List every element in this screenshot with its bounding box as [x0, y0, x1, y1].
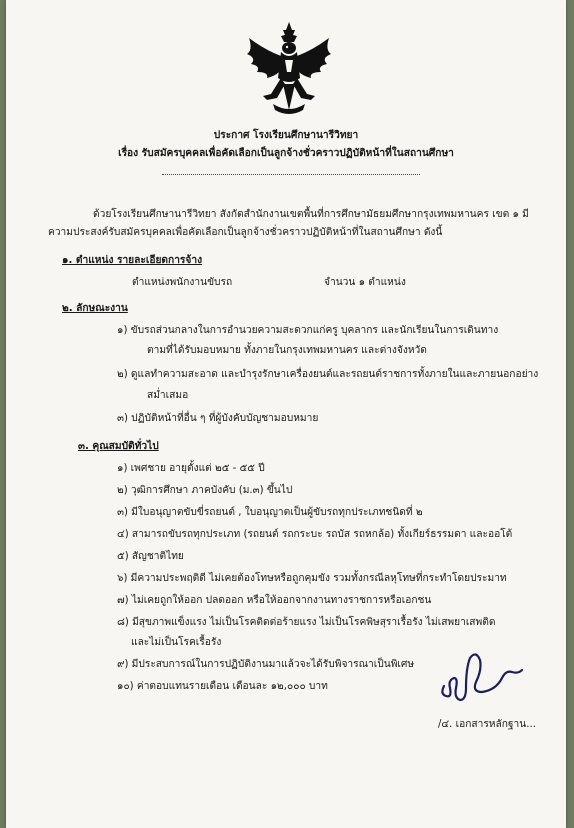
qualification-item: และไม่เป็นโรคเรื้อรัง — [131, 637, 222, 648]
document-page — [6, 0, 566, 828]
qualification-item: ๘) มีสุขภาพแข็งแรง ไม่เป็นโรคติดต่อร้ายแรง ไม่เป็นโรคพิษสุราเรื้อรัง ไม่เสพยาเสพติด — [117, 617, 496, 628]
continuation-note: /๔. เอกสารหลักฐาน... — [438, 719, 536, 730]
qualification-item: ๒) วุฒิการศึกษา ภาคบังคับ (ม.๓) ขึ้นไป — [117, 485, 293, 496]
position-quantity: จำนวน ๑ ตำแหน่ง — [324, 277, 406, 288]
qualification-item: ๖) มีความประพฤติดี ไม่เคยต้องโทษหรือถูกคุมขัง รวมทั้งกรณีลหุโทษที่กระทำโดยประมาท — [117, 573, 507, 584]
duty-item: สม่ำเสมอ — [147, 390, 189, 401]
qualification-item: ๔) สามารถขับรถทุกประเภท (รถยนต์ รถกระบะ รถบัส รถหกล้อ) ทั้งเกียร์ธรรมดา และออโต้ — [117, 529, 513, 540]
qualification-item: ๓) มีใบอนุญาตขับขี่รถยนต์ , ใบอนุญาตเป็นผู้ขับรถทุกประเภทชนิดที่ ๒ — [117, 507, 423, 518]
intro-line-2: ความประสงค์รับสมัครบุคคลเพื่อคัดเลือกเป็นลูกจ้างชั่วคราวปฏิบัติหน้าที่ในสถานศึกษา ดังนี้ — [48, 227, 443, 238]
garuda-emblem-icon — [243, 20, 335, 118]
signature-icon — [436, 648, 526, 710]
duty-item: ๒) ดูแลทำความสะอาด และบำรุงรักษาเครื่องยนต์และรถยนต์ราชการทั้งภายในและภายนอกอย่าง — [117, 369, 539, 380]
section-1-heading: ๑. ตำแหน่ง รายละเอียดการจ้าง — [62, 255, 203, 266]
duty-item: ๓) ปฏิบัติหน้าที่อื่น ๆ ที่ผู้บังคับบัญชามอบหมาย — [117, 413, 319, 424]
section-3-heading: ๓. คุณสมบัติทั่วไป — [78, 441, 159, 452]
qualification-item: ๑) เพศชาย อายุตั้งแต่ ๒๕ - ๕๕ ปี — [117, 463, 265, 474]
section-2-heading: ๒. ลักษณะงาน — [62, 303, 128, 314]
announcement-subject: เรื่อง รับสมัครบุคคลเพื่อคัดเลือกเป็นลูกจ้างชั่วคราวปฏิบัติหน้าที่ในสถานศึกษา — [118, 148, 454, 159]
qualification-item: ๕) สัญชาติไทย — [117, 551, 184, 562]
qualification-item: ๙) มีประสบการณ์ในการปฏิบัติงานมาแล้วจะได้รับพิจารณาเป็นพิเศษ — [117, 659, 415, 670]
duty-item: ๑) ขับรถส่วนกลางในการอำนวยความสะดวกแก่ครู บุคลากร และนักเรียนในการเดินทาง — [117, 325, 499, 336]
announcement-title: ประกาศ โรงเรียนศึกษานารีวิทยา — [213, 130, 359, 141]
position-name: ตำแหน่งพนักงานขับรถ — [132, 277, 233, 288]
duty-item: ตามที่ได้รับมอบหมาย ทั้งภายในกรุงเทพมหานคร และต่างจังหวัด — [147, 345, 427, 356]
divider — [162, 174, 420, 175]
qualification-item: ๗) ไม่เคยถูกให้ออก ปลดออก หรือให้ออกจากงานทางราชการหรือเอกชน — [117, 595, 432, 606]
intro-line-1: ด้วยโรงเรียนศึกษานารีวิทยา สังกัดสำนักงานเขตพื้นที่การศึกษามัธยมศึกษากรุงเทพมหานคร เขต ๑ มี — [93, 209, 529, 220]
qualification-item: ๑๐) ค่าตอบแทนรายเดือน เดือนละ ๑๒,๐๐๐ บาท — [117, 681, 328, 692]
